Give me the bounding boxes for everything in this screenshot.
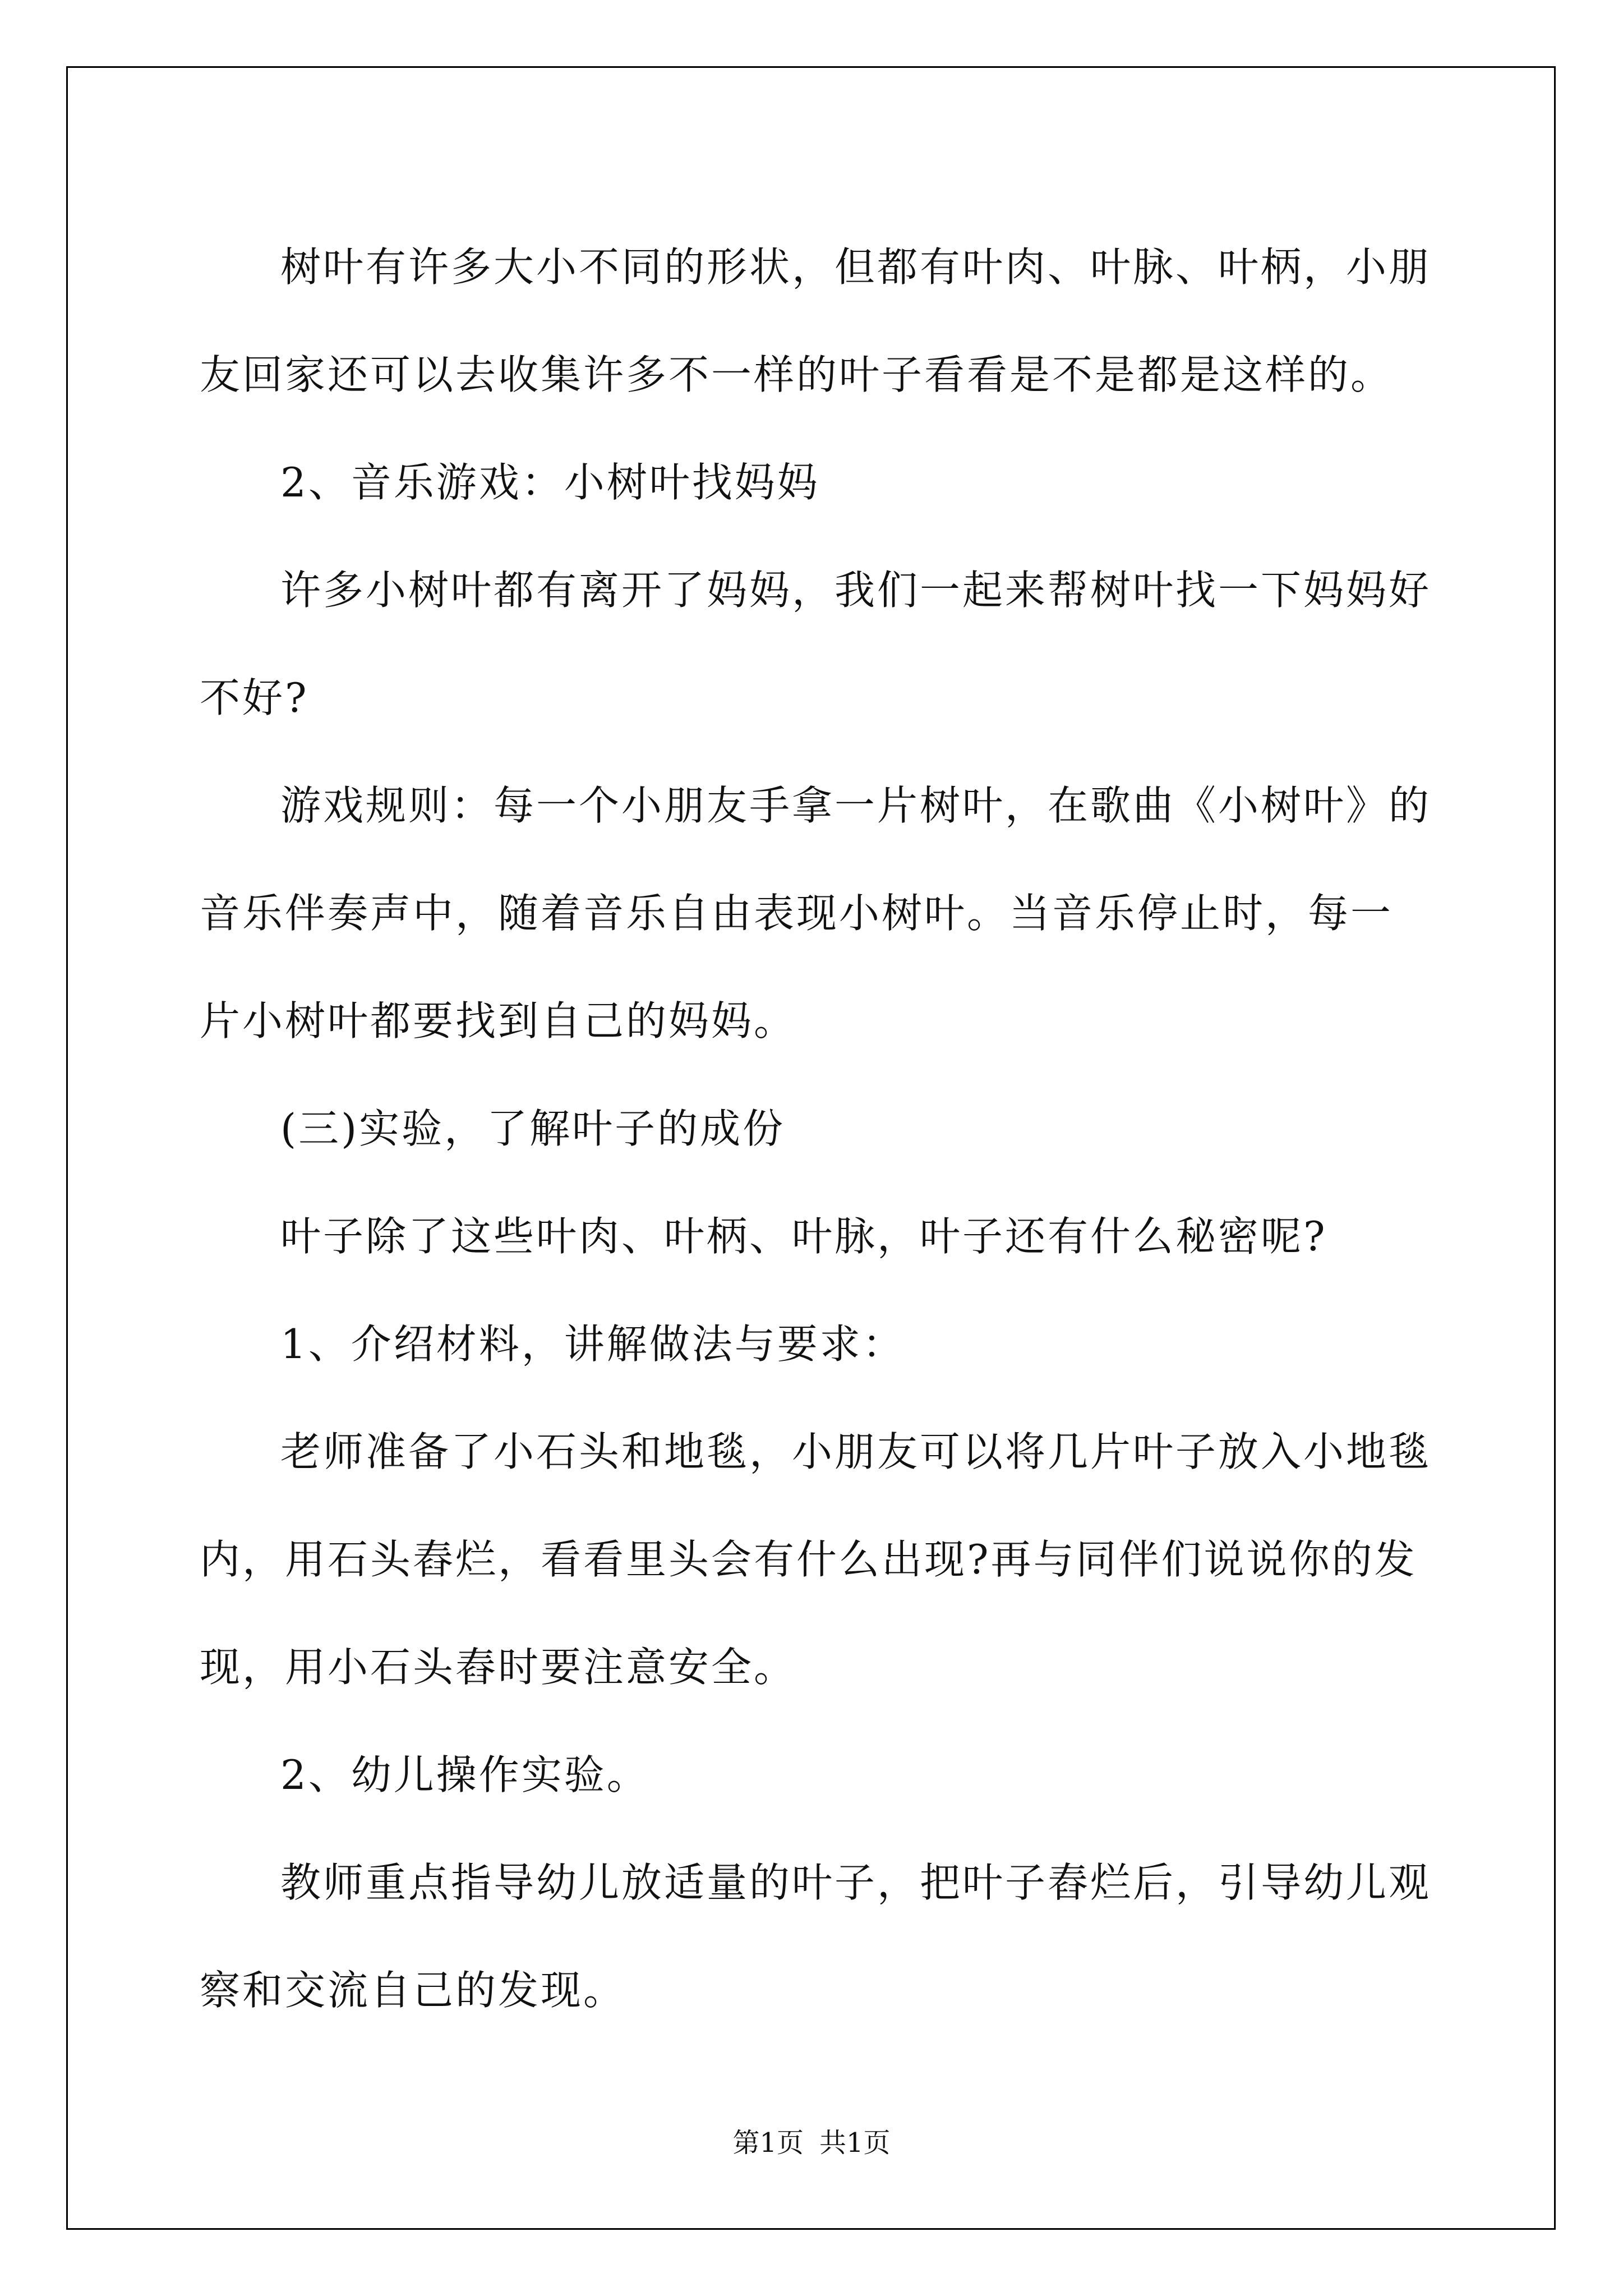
page-footer [0, 2126, 1623, 2160]
section-heading: (三)实验，了解叶子的成份 [280, 1105, 786, 1152]
page-number: 第1页 [732, 2127, 804, 2159]
paragraph: 游戏规则：每一个小朋友手拿一片树叶，在歌曲《小树叶》的音乐伴奏声中，随着音乐自由表现小树叶。当音乐停止时，每一片小树叶都要找到自己的妈妈。 [200, 782, 1432, 1045]
paragraph: 教师重点指导幼儿放适量的叶子，把叶子舂烂后，引导幼儿观察和交流自己的发现。 [200, 1859, 1432, 2014]
paragraph: 老师准备了小石头和地毯，小朋友可以将几片叶子放入小地毯内，用石头舂烂，看看里头会有什么出现?再与同伴们说说你的发现，用小石头舂时要注意安全。 [200, 1428, 1432, 1691]
paragraph: 树叶有许多大小不同的形状，但都有叶肉、叶脉、叶柄，小朋友回家还可以去收集许多不一样的叶子看看是不是都是这样的。 [200, 243, 1432, 398]
section-heading: 1、介绍材料，讲解做法与要求： [280, 1320, 905, 1368]
paragraph: 许多小树叶都有离开了妈妈，我们一起来帮树叶找一下妈妈好不好? [200, 567, 1432, 721]
page-total: 共1页 [819, 2127, 891, 2159]
document-body [200, 213, 1433, 2044]
paragraph: 叶子除了这些叶肉、叶柄、叶脉，叶子还有什么秘密呢? [280, 1213, 1327, 1260]
section-heading: 2、幼儿操作实验。 [280, 1751, 649, 1798]
section-heading: 2、音乐游戏：小树叶找妈妈 [280, 459, 820, 506]
